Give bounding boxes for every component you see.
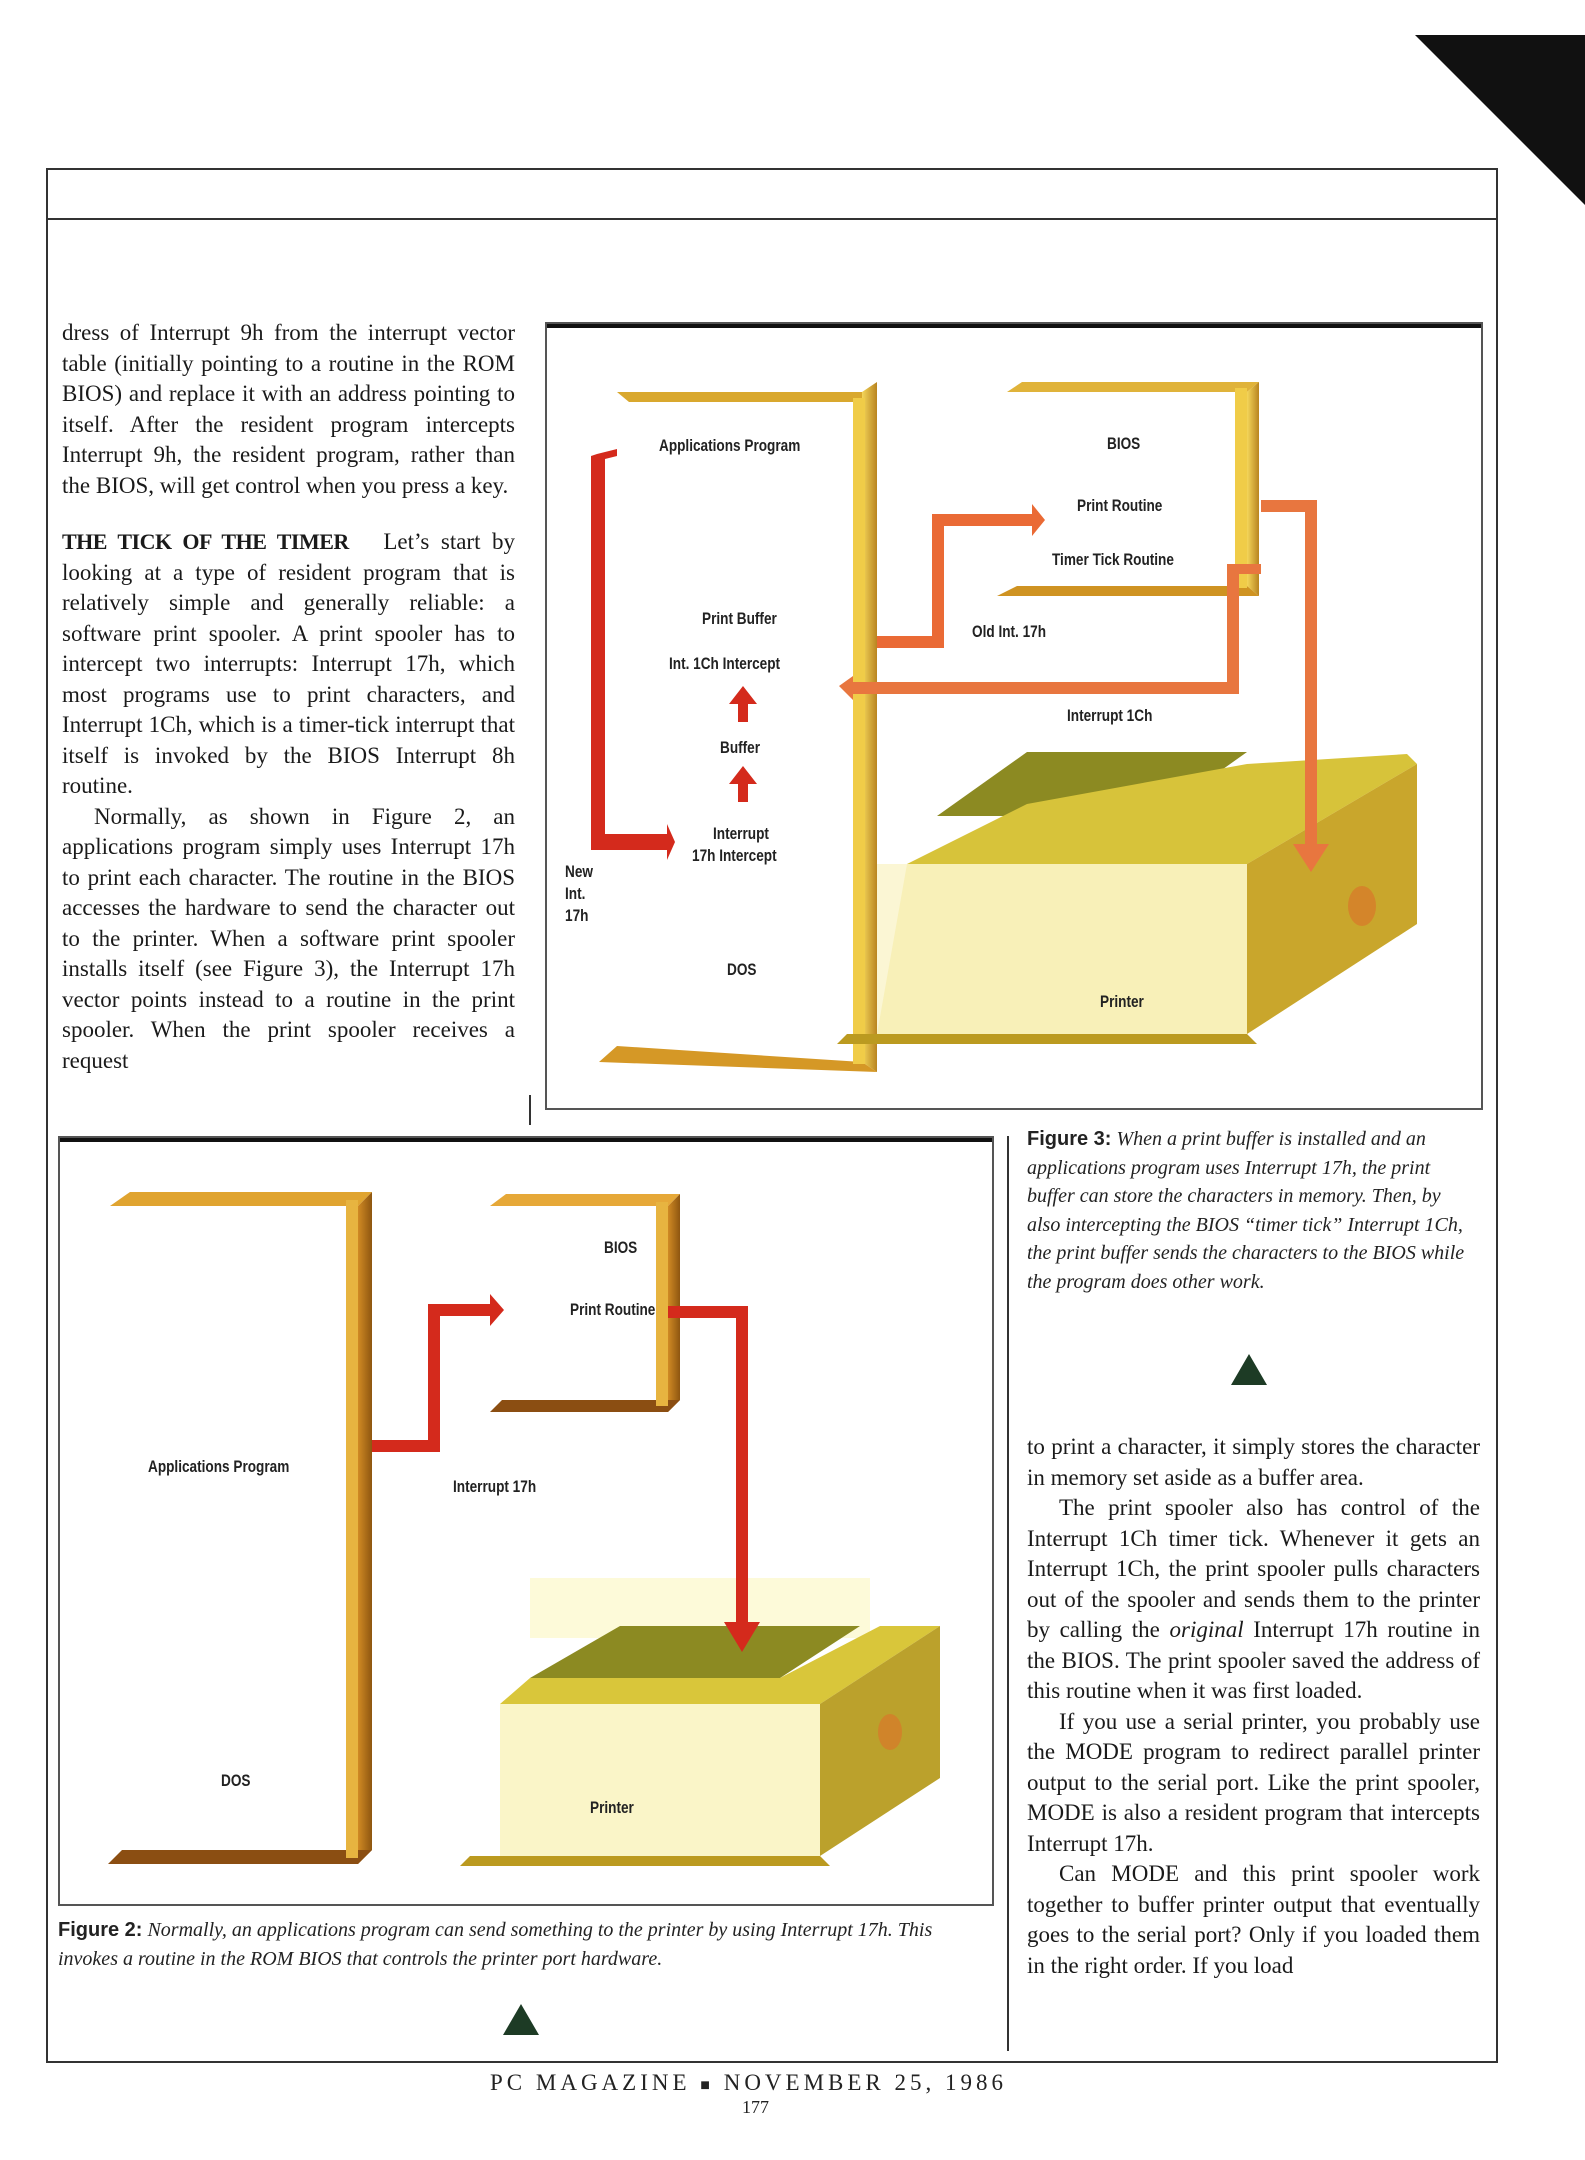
right-para-4: Can MODE and this print spooler work together to buffer printer output that eventually goes to the serial port? Only if you loaded them in the right order. If you load	[1027, 1861, 1480, 1978]
figure-3-caption-lead: Figure 3:	[1027, 1128, 1112, 1150]
right-column-rule	[1007, 1136, 1009, 2051]
figure-2-caption-lead: Figure 2:	[58, 1919, 143, 1941]
f2-bios: BIOS	[604, 1238, 638, 1257]
footer-date: NOVEMBER 25, 1986	[723, 2070, 1008, 2095]
f3-buffer: Buffer	[720, 738, 761, 757]
footer	[490, 2070, 1007, 2096]
header-rule	[46, 218, 1498, 220]
left-para-3: Normally, as shown in Figure 2, an applications program simply uses Interrupt 17h to print each character. The routine in the BIOS accesses the hardware to send the character out to the printer. When a software print spooler installs itself (see Figure 3), the Interrupt 17h vector points instead to a routine in the print spooler. When the print spooler receives a request	[62, 803, 515, 1073]
figure-2-caption-text: Normally, an applications program can send something to the printer by using Interrupt 17h. This invokes a routine in the ROM BIOS that controls the printer port hardware.	[58, 1919, 933, 1970]
left-column-rule	[529, 1095, 531, 1125]
f3-interrupt-17h-intercept-2: 17h Intercept	[692, 846, 777, 865]
left-para-2-text: Let’s start by looking at a type of resident program that is relatively simple and generally reliable: a software print spooler. A print spooler has to intercept two interrupts: Interrupt 17h, which most programs use to print characters, and Interrupt 1Ch, which is a timer-tick interrupt that itself is invoked by the BIOS Interrupt 8h routine.	[62, 529, 515, 798]
right-para-2-em: original	[1169, 1617, 1244, 1642]
figure-2	[58, 1136, 994, 1906]
f3-interrupt-1ch: Interrupt 1Ch	[1067, 706, 1153, 725]
f2-applications-program: Applications Program	[148, 1457, 290, 1476]
f3-old-int-17h: Old Int. 17h	[972, 622, 1047, 641]
f3-dos: DOS	[727, 960, 757, 979]
f3-timer-tick-routine: Timer Tick Routine	[1052, 550, 1174, 569]
f3-applications-program: Applications Program	[659, 436, 801, 455]
right-para-2-end: Interrupt 17h routine in the BIOS. The print spooler saved the address of this routine when it was first loaded.	[1027, 1617, 1481, 1703]
left-para-1: dress of Interrupt 9h from the interrupt vector table (initially pointing to a routine in the ROM BIOS) and replace it with an address pointing to itself. After the resident program intercepts Interrupt 9h, the resident program, rather than the BIOS, will get control when you press a key.	[62, 320, 515, 498]
footer-bullet: ■	[700, 2077, 714, 2094]
figure-3	[545, 322, 1483, 1110]
page-number: 177	[742, 2097, 769, 2117]
right-column	[1027, 1432, 1480, 1981]
section-heading: THE TICK OF THE TIMER	[62, 529, 349, 554]
footer-magazine: PC MAGAZINE	[490, 2070, 691, 2095]
figure-3-caption	[1027, 1125, 1469, 1296]
f2-dos: DOS	[221, 1771, 251, 1790]
f3-interrupt-17h-intercept-1: Interrupt	[713, 824, 769, 843]
f3-printer: Printer	[1100, 992, 1144, 1011]
f2-interrupt-17h: Interrupt 17h	[453, 1477, 537, 1496]
figure-3-caption-text: When a print buffer is installed and an applications program uses Interrupt 17h, the print buffer can store the characters in memory. Then, by also intercepting the BIOS “timer tick” Interrupt 1Ch, the print buffer sends the characters to the BIOS while the program does other work.	[1027, 1128, 1465, 1293]
right-para-2	[1027, 1493, 1480, 1707]
right-para-2-text: The print spooler also has control of the Interrupt 1Ch timer tick. Whenever it gets an Interrupt 1Ch, the print spooler pulls characters out of the spooler and sends them to the printer by calling the	[1027, 1495, 1480, 1642]
figure-2-diagram	[60, 1138, 992, 1904]
f3-new-int-3: 17h	[565, 906, 589, 925]
f3-int-1ch-intercept: Int. 1Ch Intercept	[669, 654, 781, 673]
end-mark-figure-3	[1231, 1354, 1267, 1385]
f2-printer-shape	[460, 1578, 940, 1866]
figure-2-caption	[58, 1916, 994, 1973]
right-para-3: If you use a serial printer, you probably use the MODE program to redirect parallel printer output to the serial port. Like the print spooler, MODE is also a resident program that intercepts Interrupt 17h.	[1027, 1708, 1480, 1856]
f2-memory-bracket	[108, 1192, 372, 1864]
f3-print-routine: Print Routine	[1077, 496, 1163, 515]
f3-bios: BIOS	[1107, 434, 1141, 453]
f2-printer: Printer	[590, 1798, 634, 1817]
left-column	[62, 318, 515, 1076]
f3-new-int-2: Int.	[565, 884, 586, 903]
left-para-2	[62, 527, 515, 802]
f3-print-buffer: Print Buffer	[702, 609, 777, 628]
f2-print-routine: Print Routine	[570, 1300, 656, 1319]
end-mark-figure-2	[503, 2004, 539, 2035]
right-para-1: to print a character, it simply stores the character in memory set aside as a buffer area.	[1027, 1434, 1480, 1490]
f3-new-int-1: New	[565, 862, 593, 881]
